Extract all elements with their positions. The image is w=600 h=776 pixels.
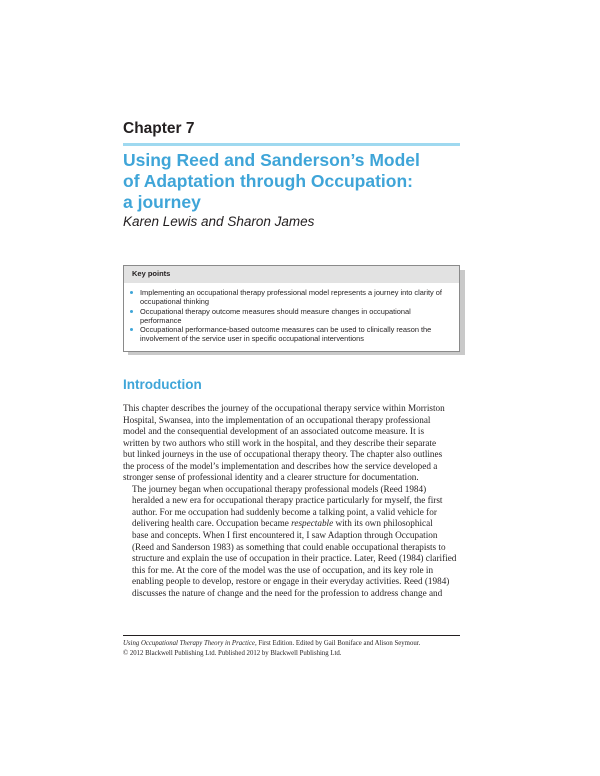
text-line: but linked journeys in the use of occupational therapy theory. The chapter also outlines [123,449,443,460]
paragraph [123,484,461,599]
copyright-footer [123,639,463,659]
key-point-text: Occupational therapy outcome measures should measure changes in occupational performance [140,306,411,325]
paragraph [123,403,461,484]
key-points-header [124,266,459,283]
footer-line-1 [123,639,463,649]
text-line: written by two authors who still work in the hospital, and they describe their separate [123,437,437,448]
text-line: this for me. At the core of the model was the use of occupation, and its key role in [132,564,434,575]
chapter-title-line: of Adaptation through Occupation: [123,171,414,191]
footer-rule [123,635,460,636]
text-line: author. For me occupation had suddenly become a talking point, a valid vehicle for [132,506,437,517]
key-point-item [130,307,450,326]
bullet-icon [130,310,133,313]
section-heading: Introduction [123,377,202,392]
text-line: stronger sense of professional identity and a clearer structure for documentation. [123,472,419,483]
book-title: Using Occupational Therapy Theory in Practice [123,640,255,647]
key-point-text: Occupational performance-based outcome measures can be used to clinically reason the involvement of the service user in specific occupational interventions [140,325,432,344]
emphasis: respectable [291,518,334,529]
key-points-box [123,265,460,352]
chapter-rule [123,143,460,146]
body-text [123,403,461,599]
text-line: model and the consequential development of an associated outcome measure. It is [123,426,425,437]
text-line: structure and explain the use of occupation in their practice. Later, Reed (1984) clarified [132,553,457,564]
chapter-title-line: Using Reed and Sanderson’s Model [123,150,420,170]
text-line: This chapter describes the journey of the occupational therapy service within Morriston [123,403,445,413]
chapter-title [123,150,463,213]
chapter-number: Chapter 7 [123,120,195,137]
text-line: the process of the model’s implementation and describes how the service developed a [123,460,438,471]
text-line: discusses the nature of change and the need for the profession to address change and [132,587,443,598]
text-line: enabling people to develop, restore or engage in their everyday activities. Reed (1984) [132,576,450,587]
key-point-item [130,325,450,344]
chapter-title-line: a journey [123,192,201,212]
text-line: The journey began when occupational therapy professional models (Reed 1984) [132,483,427,494]
text-line: Hospital, Swansea, into the implementation of an occupational therapy professional [123,414,431,425]
bullet-icon [130,291,133,294]
text-line: base and concepts. When I first encountered it, I saw Adaption through Occupation [132,530,438,541]
footer-line-2: © 2012 Blackwell Publishing Ltd. Published 2012 by Blackwell Publishing Ltd. [123,649,342,657]
bullet-icon [130,328,133,331]
text-line: delivering health care. Occupation became respectable with its own philosophical [132,518,433,529]
text-line: heralded a new era for occupational therapy practice particularly for myself, the first [132,495,443,506]
footer-edition: , First Edition. Edited by Gail Boniface and Alison Seymour. [254,640,421,647]
key-points-title: Key points [132,269,171,278]
key-point-text: Implementing an occupational therapy professional model represents a journey into clarity of occupational thinking [140,288,442,307]
key-points-list [130,288,450,344]
text-line: (Reed and Sanderson 1983) as something that could enable occupational therapists to [132,541,446,552]
key-point-item [130,288,450,307]
chapter-authors: Karen Lewis and Sharon James [123,214,315,229]
